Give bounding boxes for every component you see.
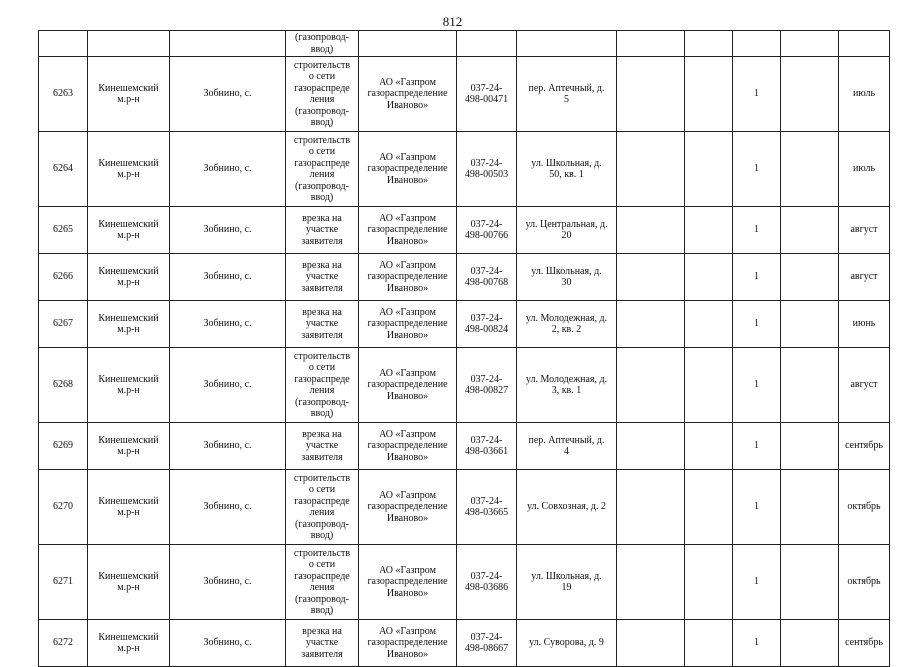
cell-address: ул. Школьная, д. 19: [517, 545, 617, 620]
cell-col9: [685, 620, 733, 667]
cell-address: ул. Суворова, д. 9: [517, 620, 617, 667]
cell-work-type: строительств о сети газораспреде ления (газопровод- ввод): [286, 348, 359, 423]
cell-col8: [617, 470, 685, 545]
cell-col11: [781, 348, 839, 423]
cell-col9: [685, 254, 733, 301]
cell-organization: АО «Газпром газораспределение Иваново»: [359, 132, 457, 207]
table-row: [39, 348, 890, 423]
table-row: [39, 254, 890, 301]
cell-locality: [170, 31, 286, 57]
cell-no: 6267: [39, 301, 88, 348]
cell-col8: [617, 348, 685, 423]
cell-col9: [685, 31, 733, 57]
cell-no: 6268: [39, 348, 88, 423]
cell-quantity: 1: [733, 470, 781, 545]
cell-col11: [781, 254, 839, 301]
cell-col9: [685, 545, 733, 620]
cell-col8: [617, 57, 685, 132]
cell-month: октябрь: [839, 545, 890, 620]
table-body: [39, 31, 890, 667]
cell-col8: [617, 254, 685, 301]
cell-district: Кинешемский м.р-н: [88, 348, 170, 423]
cell-address: пер. Аптечный, д. 5: [517, 57, 617, 132]
registry-table: [38, 30, 890, 667]
cell-month: [839, 31, 890, 57]
cell-quantity: 1: [733, 423, 781, 470]
cell-district: Кинешемский м.р-н: [88, 470, 170, 545]
cell-locality: Зобнино, с.: [170, 254, 286, 301]
cell-no: [39, 31, 88, 57]
cell-district: Кинешемский м.р-н: [88, 57, 170, 132]
cell-locality: Зобнино, с.: [170, 57, 286, 132]
cell-col11: [781, 620, 839, 667]
table-row: [39, 423, 890, 470]
cell-col8: [617, 423, 685, 470]
cell-application: 037-24- 498-00827: [457, 348, 517, 423]
cell-locality: Зобнино, с.: [170, 470, 286, 545]
cell-work-type: (газопровод- ввод): [286, 31, 359, 57]
cell-no: 6265: [39, 207, 88, 254]
cell-col9: [685, 301, 733, 348]
cell-quantity: 1: [733, 348, 781, 423]
page-number: 812: [442, 14, 463, 29]
cell-quantity: 1: [733, 57, 781, 132]
cell-month: июль: [839, 57, 890, 132]
cell-district: Кинешемский м.р-н: [88, 207, 170, 254]
cell-address: ул. Совхозная, д. 2: [517, 470, 617, 545]
cell-address: [517, 31, 617, 57]
cell-organization: АО «Газпром газораспределение Иваново»: [359, 301, 457, 348]
cell-address: ул. Школьная, д. 50, кв. 1: [517, 132, 617, 207]
cell-address: пер. Аптечный, д. 4: [517, 423, 617, 470]
cell-application: 037-24- 498-00766: [457, 207, 517, 254]
cell-quantity: 1: [733, 301, 781, 348]
cell-work-type: строительств о сети газораспреде ления (газопровод- ввод): [286, 470, 359, 545]
table-row: [39, 132, 890, 207]
cell-district: [88, 31, 170, 57]
cell-col9: [685, 132, 733, 207]
cell-work-type: врезка на участке заявителя: [286, 301, 359, 348]
cell-application: [457, 31, 517, 57]
cell-no: 6272: [39, 620, 88, 667]
cell-application: 037-24- 498-00768: [457, 254, 517, 301]
cell-month: июнь: [839, 301, 890, 348]
cell-month: июль: [839, 132, 890, 207]
cell-organization: АО «Газпром газораспределение Иваново»: [359, 470, 457, 545]
cell-col9: [685, 423, 733, 470]
cell-address: ул. Молодежная, д. 2, кв. 2: [517, 301, 617, 348]
cell-month: сентябрь: [839, 620, 890, 667]
cell-quantity: 1: [733, 545, 781, 620]
cell-work-type: строительств о сети газораспреде ления (газопровод- ввод): [286, 545, 359, 620]
cell-col11: [781, 301, 839, 348]
cell-application: 037-24- 498-03661: [457, 423, 517, 470]
cell-month: август: [839, 348, 890, 423]
cell-application: 037-24- 498-03686: [457, 545, 517, 620]
cell-work-type: врезка на участке заявителя: [286, 620, 359, 667]
cell-quantity: 1: [733, 132, 781, 207]
cell-organization: АО «Газпром газораспределение Иваново»: [359, 254, 457, 301]
cell-work-type: строительств о сети газораспреде ления (газопровод- ввод): [286, 132, 359, 207]
cell-organization: [359, 31, 457, 57]
cell-quantity: [733, 31, 781, 57]
table-row: [39, 301, 890, 348]
cell-col8: [617, 620, 685, 667]
cell-work-type: строительств о сети газораспреде ления (газопровод- ввод): [286, 57, 359, 132]
cell-col11: [781, 545, 839, 620]
cell-address: ул. Центральная, д. 20: [517, 207, 617, 254]
cell-col11: [781, 470, 839, 545]
cell-col8: [617, 132, 685, 207]
cell-no: 6270: [39, 470, 88, 545]
cell-col11: [781, 132, 839, 207]
cell-col11: [781, 423, 839, 470]
cell-locality: Зобнино, с.: [170, 132, 286, 207]
cell-month: август: [839, 254, 890, 301]
cell-locality: Зобнино, с.: [170, 348, 286, 423]
table-row-continuation: [39, 31, 890, 57]
cell-district: Кинешемский м.р-н: [88, 301, 170, 348]
cell-col8: [617, 31, 685, 57]
cell-district: Кинешемский м.р-н: [88, 620, 170, 667]
cell-work-type: врезка на участке заявителя: [286, 207, 359, 254]
cell-locality: Зобнино, с.: [170, 620, 286, 667]
cell-col8: [617, 301, 685, 348]
cell-district: Кинешемский м.р-н: [88, 132, 170, 207]
cell-district: Кинешемский м.р-н: [88, 254, 170, 301]
cell-locality: Зобнино, с.: [170, 423, 286, 470]
cell-address: ул. Молодежная, д. 3, кв. 1: [517, 348, 617, 423]
cell-no: 6266: [39, 254, 88, 301]
cell-col9: [685, 57, 733, 132]
cell-month: октябрь: [839, 470, 890, 545]
cell-organization: АО «Газпром газораспределение Иваново»: [359, 423, 457, 470]
cell-application: 037-24- 498-00471: [457, 57, 517, 132]
cell-district: Кинешемский м.р-н: [88, 545, 170, 620]
table-row: [39, 545, 890, 620]
cell-address: ул. Школьная, д. 30: [517, 254, 617, 301]
cell-application: 037-24- 498-00824: [457, 301, 517, 348]
cell-locality: Зобнино, с.: [170, 301, 286, 348]
cell-month: сентябрь: [839, 423, 890, 470]
cell-application: 037-24- 498-03665: [457, 470, 517, 545]
cell-application: 037-24- 498-00503: [457, 132, 517, 207]
cell-col11: [781, 57, 839, 132]
cell-quantity: 1: [733, 207, 781, 254]
cell-col8: [617, 207, 685, 254]
table-row: [39, 207, 890, 254]
cell-no: 6264: [39, 132, 88, 207]
cell-col11: [781, 31, 839, 57]
cell-locality: Зобнино, с.: [170, 545, 286, 620]
cell-work-type: врезка на участке заявителя: [286, 254, 359, 301]
table-row: [39, 57, 890, 132]
cell-organization: АО «Газпром газораспределение Иваново»: [359, 207, 457, 254]
cell-organization: АО «Газпром газораспределение Иваново»: [359, 620, 457, 667]
cell-organization: АО «Газпром газораспределение Иваново»: [359, 348, 457, 423]
cell-quantity: 1: [733, 254, 781, 301]
cell-district: Кинешемский м.р-н: [88, 423, 170, 470]
cell-work-type: врезка на участке заявителя: [286, 423, 359, 470]
cell-quantity: 1: [733, 620, 781, 667]
cell-no: 6269: [39, 423, 88, 470]
cell-month: август: [839, 207, 890, 254]
cell-col11: [781, 207, 839, 254]
cell-col9: [685, 348, 733, 423]
cell-organization: АО «Газпром газораспределение Иваново»: [359, 545, 457, 620]
cell-no: 6271: [39, 545, 88, 620]
table-row: [39, 470, 890, 545]
cell-col9: [685, 470, 733, 545]
cell-application: 037-24- 498-08667: [457, 620, 517, 667]
cell-no: 6263: [39, 57, 88, 132]
cell-locality: Зобнино, с.: [170, 207, 286, 254]
table-row: [39, 620, 890, 667]
cell-col8: [617, 545, 685, 620]
cell-col9: [685, 207, 733, 254]
cell-organization: АО «Газпром газораспределение Иваново»: [359, 57, 457, 132]
